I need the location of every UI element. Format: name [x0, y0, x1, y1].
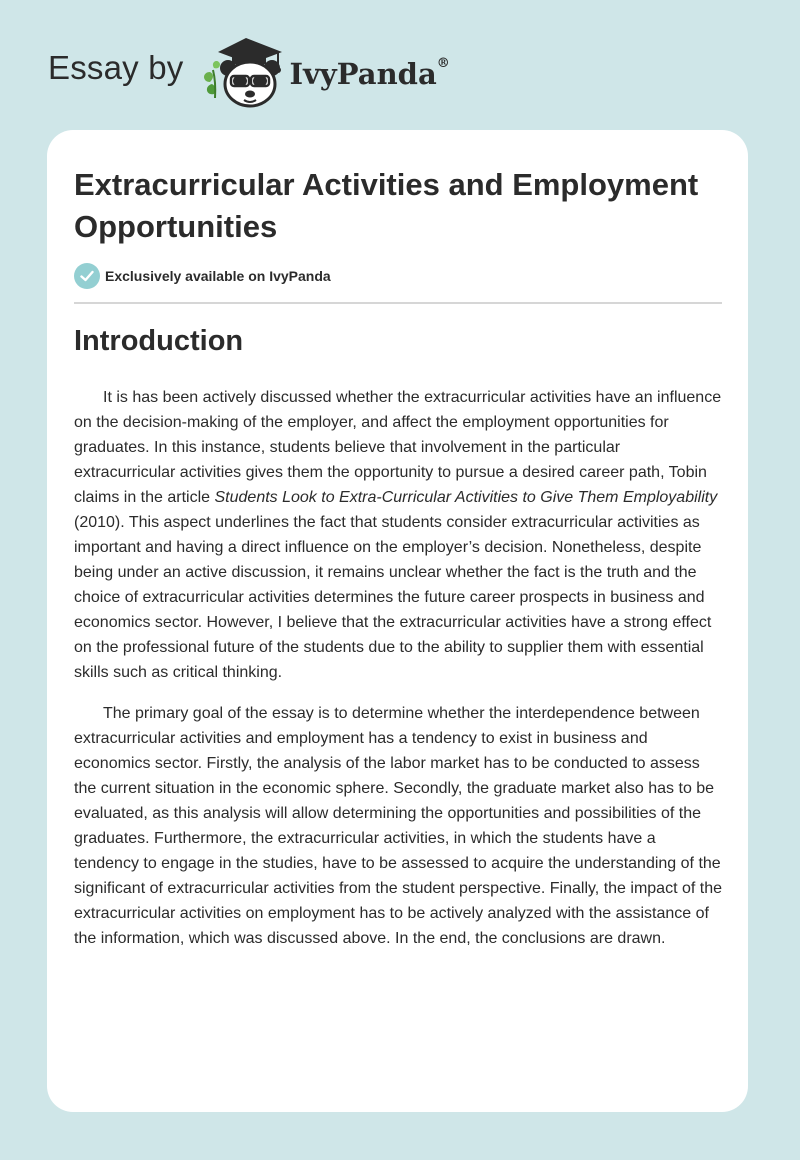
divider	[74, 302, 722, 304]
panda-graduate-icon	[198, 32, 286, 113]
paragraph-1	[74, 385, 724, 685]
essay-by-label: Essay by	[48, 49, 184, 86]
brand-name: IvyPanda®	[289, 56, 450, 91]
section-heading: Introduction	[74, 325, 244, 357]
essay-title: Extracurricular Activities and Employment Opportunities	[74, 167, 699, 244]
registered-mark: ®	[436, 56, 450, 72]
paragraph-1-text-a: It is has been actively discussed whether the extracurricular activities have an influence on the decision-making of the employer, and affect the employment opportunities for graduates. In this instance, students believe that involvement in the particular extracurricular activities gives them the opportunity to pursue a desired career path, Tobin claims in the article	[74, 389, 722, 506]
paragraph-2: The primary goal of the essay is to determine whether the interdependence between extracurricular activities and employment has a tendency to exist in business and economics sector. Firstly, the analysis of the labor market has to be conducted to assess the current situation in the economic sphere. Secondly, the graduate market also has to be evaluated, as this analysis will allow determining the opportunities and possibilities of the graduates. Furthermore, the extracurricular activities, in which the students have a tendency to engage in the studies, have to be assessed to acquire the understanding of the significant of extracurricular activities from the student perspective. Finally, the impact of the extracurricular activities on employment has to be actively analyzed with the assistance of the information, which was discussed above. In the end, the conclusions are drawn.	[74, 705, 722, 947]
check-icon	[74, 263, 100, 289]
site-header	[48, 34, 450, 110]
badge-text: Exclusively available on IvyPanda	[105, 268, 331, 284]
article-citation: Students Look to Extra-Curricular Activities to Give Them Employability	[214, 489, 718, 506]
essay-card	[47, 130, 748, 1112]
paragraph-1-text-b: (2010). This aspect underlines the fact that students consider extracurricular activities as important and having a direct influence on the employer’s decision. Nonetheless, despite being under an active discussion, it remains unclear whether the fact is the truth and the choice of extracurricular activities determines the future career prospects in business and economics sector. However, I believe that the extracurricular activities have a strong effect on the professional future of the students due to the ability to supplier them with essential skills such as critical thinking.	[74, 514, 712, 681]
ivypanda-logo[interactable]	[198, 32, 450, 113]
exclusive-badge	[74, 263, 331, 289]
